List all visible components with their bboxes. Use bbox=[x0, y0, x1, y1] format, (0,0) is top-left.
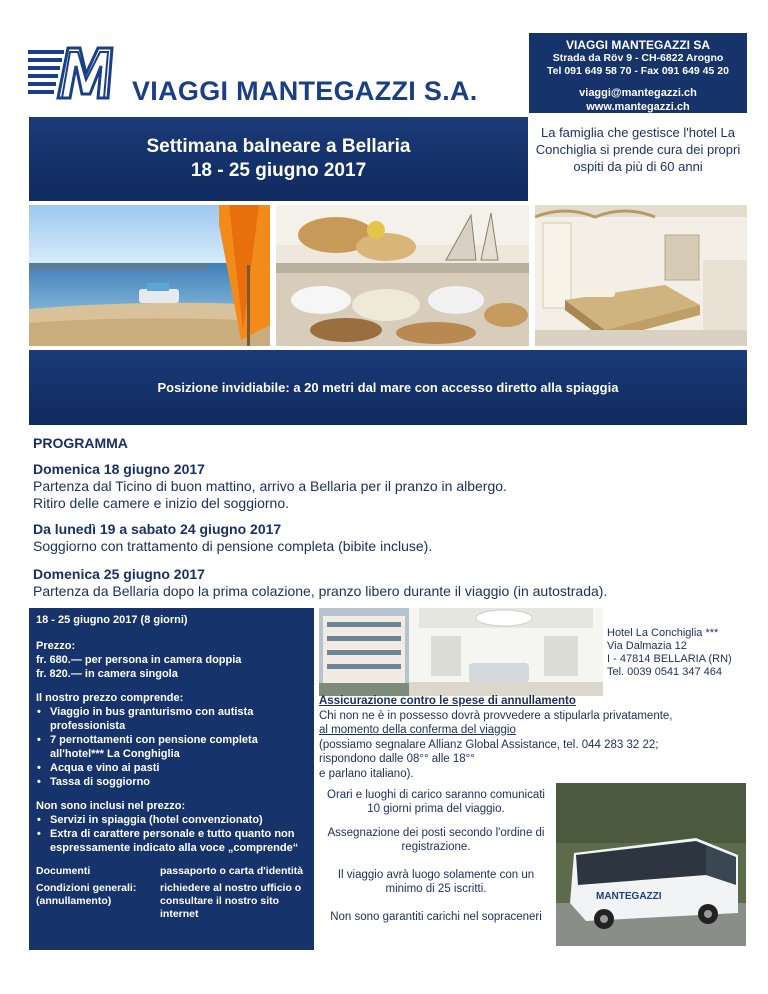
insurance-title: Assicurazione contro le spese di annullamento bbox=[319, 695, 576, 707]
hotel-name: Hotel La Conchiglia *** bbox=[607, 627, 719, 639]
insurance-line: e parlano italiano). bbox=[319, 767, 414, 780]
hotel-address bbox=[607, 627, 752, 679]
price-info-box bbox=[29, 608, 314, 950]
notes-section bbox=[320, 788, 552, 934]
documents-table bbox=[36, 865, 307, 921]
note-item: Orari e luoghi di carico saranno comunicati 10 giorni prima del viaggio. bbox=[327, 789, 545, 815]
conditions-label: Condizioni generali: (annullamento) bbox=[36, 882, 137, 907]
includes-label: Il nostro prezzo comprende: bbox=[36, 692, 184, 704]
banner-text: Posizione invidiabile: a 20 metri dal mare con accesso diretto alla spiaggia bbox=[157, 380, 619, 395]
program-day-title: Domenica 18 giugno 2017 bbox=[33, 461, 205, 477]
program-heading: PROGRAMMA bbox=[33, 435, 128, 451]
conditions-value: richiedere al nostro ufficio o consultare il nostro sito internet bbox=[160, 882, 302, 920]
includes-list bbox=[36, 705, 307, 789]
location-banner bbox=[29, 350, 747, 425]
note-item: Non sono garantiti carichi nel sopraceneri bbox=[330, 911, 542, 923]
hotel-phone: Tel. 0039 0541 347 464 bbox=[607, 666, 722, 678]
program-day-line: Partenza da Bellaria dopo la prima colazione, pranzo libero durante il viaggio (in autostrada). bbox=[33, 583, 608, 599]
page-subtitle-dates: 18 - 25 giugno 2017 bbox=[190, 160, 367, 181]
contact-address: Strada da Röv 9 - CH-6822 Arogno bbox=[552, 52, 724, 64]
beach-photo bbox=[29, 205, 270, 346]
program-day-title: Domenica 25 giugno 2017 bbox=[33, 566, 205, 582]
excludes-label: Non sono inclusi nel prezzo: bbox=[36, 800, 186, 812]
insurance-line: rispondono dalle 08°° alle 18°° bbox=[319, 753, 475, 765]
contact-company: VIAGGI MANTEGAZZI SA bbox=[566, 38, 710, 52]
bus-brand: MANTEGAZZI bbox=[596, 891, 662, 902]
program-day-line: Ritiro delle camere e inizio del soggiorno. bbox=[33, 495, 290, 511]
page-title: Settimana balneare a Bellaria bbox=[146, 136, 411, 157]
family-note: La famiglia che gestisce l'hotel La Conchiglia si prende cura dei propri ospiti da più di 60 anni bbox=[535, 125, 741, 174]
documents-label: Documenti bbox=[36, 865, 91, 877]
excludes-block bbox=[36, 799, 307, 855]
trip-dates: 18 - 25 giugno 2017 (8 giorni) bbox=[36, 614, 188, 626]
program-day bbox=[33, 461, 753, 512]
list-item: • Extra di carattere personale e tutto quanto non espressamente indicato alla voce „comprende“ bbox=[36, 827, 307, 855]
list-item: • 7 pernottamenti con pensione completa all'hotel*** La Conghiglia bbox=[36, 733, 307, 761]
insurance-line: Chi non ne è in possesso dovrà provvedere a stipularla privatamente, bbox=[319, 709, 673, 722]
list-item: • Tassa di soggiorno bbox=[36, 775, 307, 789]
insurance-line: al momento della conferma del viaggio bbox=[319, 724, 516, 736]
program-day bbox=[33, 521, 753, 555]
contact-phone-fax: Tel 091 649 58 70 - Fax 091 649 45 20 bbox=[547, 65, 729, 77]
list-item: • Acqua e vino ai pasti bbox=[36, 761, 307, 775]
company-logo bbox=[28, 44, 116, 102]
list-item: • Servizi in spiaggia (hotel convenzionato) bbox=[36, 813, 307, 827]
price-label: Prezzo: bbox=[36, 640, 76, 652]
hotel-street: Via Dalmazia 12 bbox=[607, 640, 687, 652]
hotel-room-photo bbox=[535, 205, 747, 346]
price-double: fr. 680.— per persona in camera doppia bbox=[36, 654, 242, 666]
contact-website[interactable]: www.mantegazzi.ch bbox=[586, 101, 690, 113]
buffet-photo bbox=[276, 205, 529, 346]
bus-photo bbox=[556, 783, 746, 946]
price-single: fr. 820.— in camera singola bbox=[36, 668, 178, 680]
program-day-line: Partenza dal Ticino di buon mattino, arrivo a Bellaria per il pranzo in albergo. bbox=[33, 478, 507, 494]
note-item: Assegnazione dei posti secondo l'ordine di registrazione. bbox=[327, 827, 545, 853]
insurance-section bbox=[319, 694, 759, 781]
contact-email[interactable]: viaggi@mantegazzi.ch bbox=[579, 87, 697, 99]
program-day-line: Soggiorno con trattamento di pensione completa (bibite incluse). bbox=[33, 538, 433, 554]
program-day bbox=[33, 566, 763, 600]
company-name: VIAGGI MANTEGAZZI S.A. bbox=[132, 76, 478, 106]
program-day-title: Da lunedì 19 a sabato 24 giugno 2017 bbox=[33, 521, 282, 537]
includes-block bbox=[36, 691, 307, 789]
title-box bbox=[29, 117, 528, 201]
documents-value: passaporto o carta d'identità bbox=[160, 865, 304, 877]
contact-box bbox=[529, 33, 747, 113]
insurance-line: (possiamo segnalare Allianz Global Assistance, tel. 044 283 32 22; bbox=[319, 738, 659, 751]
price-block bbox=[36, 639, 307, 681]
note-item: Il viaggio avrà luogo solamente con un minimo di 25 iscritti. bbox=[337, 869, 535, 895]
hotel-city: I - 47814 BELLARIA (RN) bbox=[607, 653, 732, 665]
excludes-list bbox=[36, 813, 307, 855]
hotel-photo bbox=[319, 608, 603, 696]
list-item: • Viaggio in bus granturismo con autista professionista bbox=[36, 705, 307, 733]
